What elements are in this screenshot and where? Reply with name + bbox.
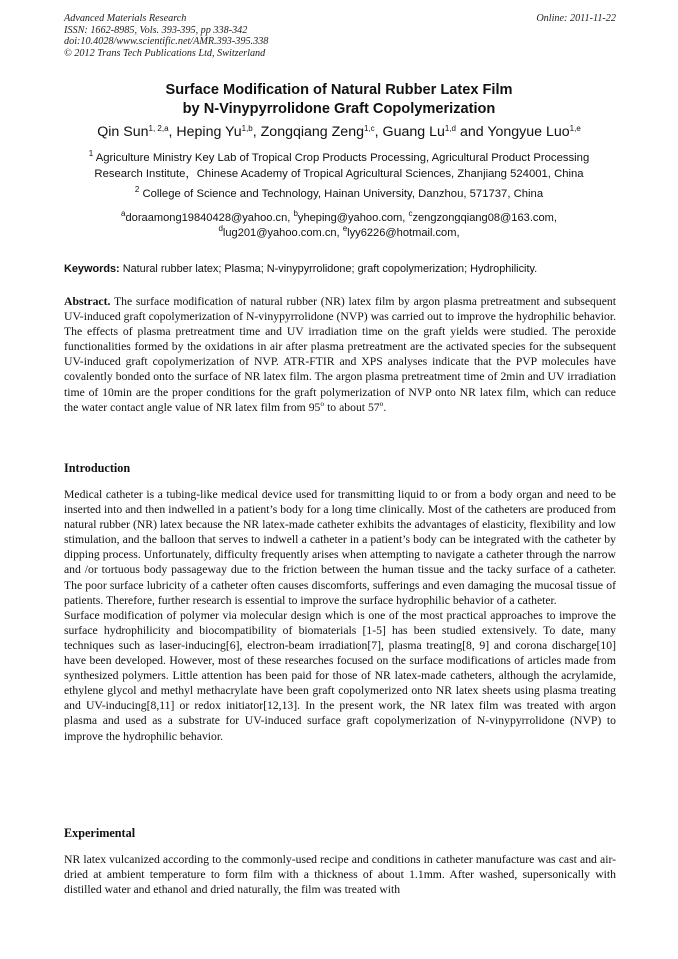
email-address: lyy6226@hotmail.com, xyxy=(347,227,460,240)
experimental-heading: Experimental xyxy=(64,826,136,840)
author-list xyxy=(60,123,618,141)
email-marker: c xyxy=(408,209,413,218)
author-affiliation-marker: 1,b xyxy=(241,124,253,133)
paragraph: NR latex vulcanized according to the commonly-used recipe and conditions in catheter manufacture was cast and air-dried at ambient temperature to form film with a thickness of about 1.1mm. After washed, supersonically with distilled water and ethanol and dried naturally, the film was treated with xyxy=(64,853,616,897)
affiliation-2-text: College of Science and Technology, Hainan University, Danzhou, 571737, China xyxy=(142,188,544,200)
author-name: Heping Yu xyxy=(176,124,242,140)
keywords-text: Natural rubber latex; Plasma; N-vinypyrrolidone; graft copolymerization; Hydrophilicity. xyxy=(122,263,538,275)
email-marker: b xyxy=(293,209,298,218)
paragraph: Surface modification of polymer via molecular design which is one of the most practical approaches to improve the surface hydrophilicity and biocompatibility of biomaterials [1-5] has been studied extensively. To date, many techniques such as laser-inducing[6], electron-beam irradiation[7], plasma treating[8, 9] and corona discharge[10] have been developed. However, most of these researches focused on the surface modifications of articles made from synthesized polymers. Little attention has been paid for those of NR latex-made catheters, although the acrylamide, ethylene glycol and methyl methacrylate have been graft copolymerized onto NR latex sheets using plasma treating and UV-inducing[8,11] or redox initiator[12,13]. In the present work, the NR latex film was treated with argon plasma and used as a substrate for UV-induced surface graft copolymerization of N-vinypyrrolidone (NVP) to improve the hydrophilic behavior. xyxy=(64,608,616,743)
paragraph: Medical catheter is a tubing-like medical device used for transmitting liquid to or from a body organ and need to be inserted into and then indwelled in a patient’s body for a long time clinically. Most of the catheters are produced from natural rubber (NR) latex because the NR latex-made catheter exhibits the advantages of elasticity, flexibility and low stimulation, and the balloon that serves to indwell a catheter in a patient’s body can be integrated with the catheter by dipping process. Unfortunately, difficulty frequently arises when attempting to navigate a catheter through the narrow and /or tortuous body passageway due to the friction between the human tissue and the tacky surface of a catheter. The poor surface lubricity of a catheter often causes discomforts, sufferings and even damaging the mucosal tissue of patients. Therefore, further research is essential to improve the surface hydrophilic behavior of a catheter. xyxy=(64,488,616,607)
copyright-line: © 2012 Trans Tech Publications Ltd, Switzerland xyxy=(64,47,266,59)
email-marker: e xyxy=(342,224,348,234)
email-address: doraamong19840428@yahoo.cn, xyxy=(125,212,294,224)
affiliation-1 xyxy=(60,151,618,182)
experimental-body xyxy=(64,852,616,897)
abstract-text-mid: to about 57 xyxy=(324,400,380,414)
affiliation-2 xyxy=(60,187,618,203)
title-line-1: Surface Modification of Natural Rubber Latex Film xyxy=(165,82,513,98)
paper-title xyxy=(60,81,618,118)
email-marker: a xyxy=(121,209,126,218)
journal-header xyxy=(64,13,616,59)
affiliation-1-line-2: Research Institute，Chinese Academy of Tropical Agricultural Sciences, Zhanjiang 524001, China xyxy=(94,167,584,180)
abstract-label: Abstract. xyxy=(64,295,111,308)
author-name: Guang Lu xyxy=(382,124,445,140)
keywords-label: Keywords: xyxy=(64,263,120,275)
keywords xyxy=(64,262,616,276)
abstract-text: The surface modification of natural rubber (NR) latex film by argon plasma pretreatment and subsequent UV-induced graft copolymerization of N-vinypyrrolidone (NVP) was carried out to improve the hydrophilic behavior. The effects of plasma pretreatment time and UV irradiation time on the graft yields were studied. The peroxide functionalities formed by the oxidations in air after plasma pretreatment are the activated species for the subsequent UV-induced graft copolymerization of NVP. ATR-FTIR and XPS analyses indicate that the PVP molecules have covalently bonded onto the surface of NR latex film. The argon plasma pretreatment time of 2min and UV irradiation time of 10min are the proper conditions for the graft polymerization of NVP onto NR latex film, which can reduce the water contact angle value of NR latex film from 95 xyxy=(64,295,616,414)
issn-line: ISSN: 1662-8985, Vols. 393-395, pp 338-342 xyxy=(64,24,248,36)
journal-name: Advanced Materials Research xyxy=(64,13,187,24)
author-name: Yongyue Luo xyxy=(487,124,570,140)
author-affiliation-marker: 1,e xyxy=(569,124,581,133)
author-emails xyxy=(60,211,618,241)
affiliation-marker: 2 xyxy=(134,185,140,194)
degree-mark: o xyxy=(320,398,325,408)
author-affiliation-marker: 1, 2,a xyxy=(148,124,169,133)
author-affiliation-marker: 1,c xyxy=(363,124,375,133)
author-name: Qin Sun xyxy=(97,124,149,140)
author-name: Zongqiang Zeng xyxy=(260,124,364,140)
doi-line: doi:10.4028/www.scientific.net/AMR.393-395.338 xyxy=(64,36,269,48)
abstract-text-end: . xyxy=(383,400,387,414)
abstract xyxy=(64,294,616,415)
author-separator: , xyxy=(168,124,177,140)
online-date: Online: 2011-11-22 xyxy=(536,13,616,24)
title-line-2: by N-Vinypyrrolidone Graft Copolymerization xyxy=(182,100,496,117)
introduction-heading: Introduction xyxy=(64,461,131,475)
email-marker: d xyxy=(218,224,223,234)
affiliation-marker: 1 xyxy=(88,149,94,158)
introduction-body xyxy=(64,487,616,744)
email-address: lug201@yahoo.com.cn, xyxy=(222,227,343,240)
author-separator: , xyxy=(374,124,383,140)
affiliation-1-line-1: Agriculture Ministry Key Lab of Tropical Crop Products Processing, Agricultural Product Processing xyxy=(95,152,590,164)
author-affiliation-marker: 1,d xyxy=(444,124,456,133)
author-separator: and xyxy=(456,124,488,140)
email-address: zengzongqiang08@163.com, xyxy=(412,212,557,224)
email-address: yheping@yahoo.com, xyxy=(297,212,409,224)
degree-mark: o xyxy=(379,398,384,408)
author-separator: , xyxy=(252,124,261,140)
